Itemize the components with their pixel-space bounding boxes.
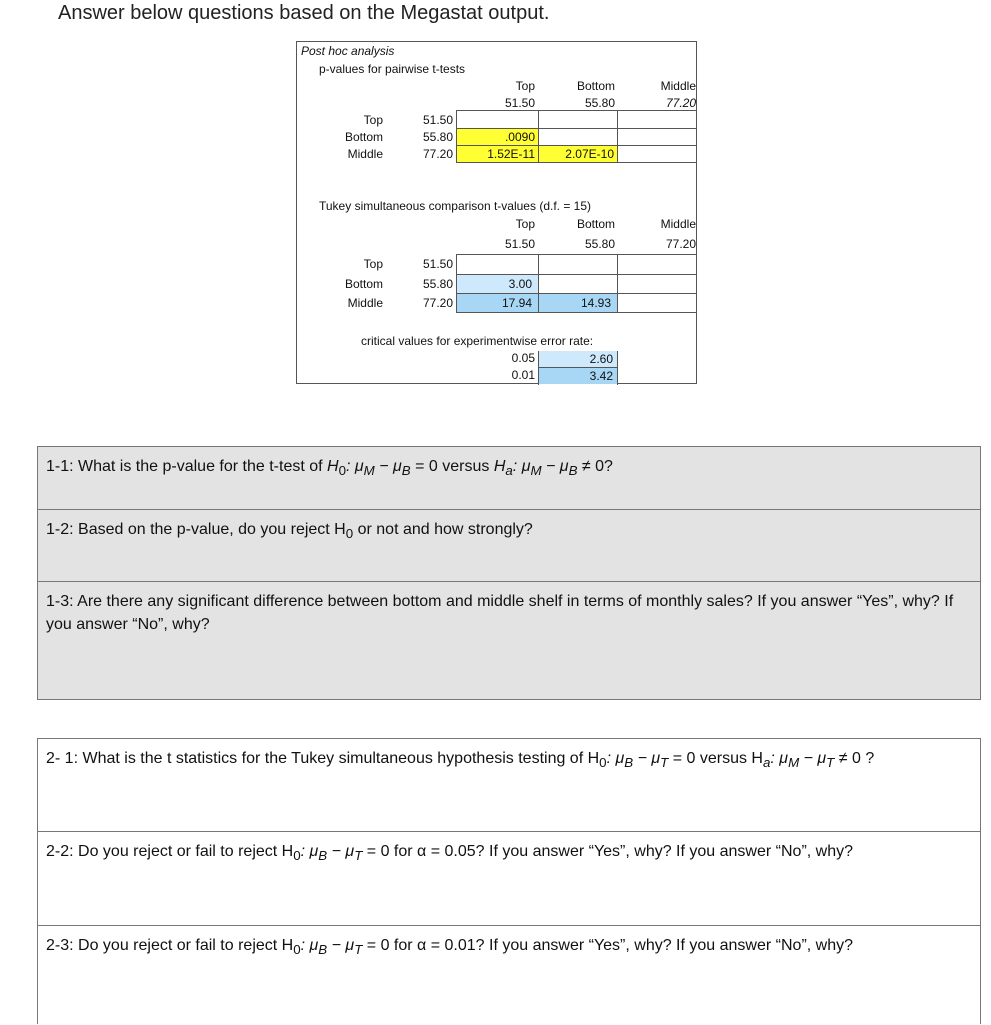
tk-col-bottom: Bottom [576,217,615,231]
pv-col-bottom-mean: 55.80 [584,96,615,110]
tk-row-top: Top [363,257,383,271]
critical-values-title: critical values for experimentwise error rate: [361,334,594,348]
tk-col-middle: Middle [660,217,696,231]
alpha-001: 0.01 [511,368,535,382]
question-1-3: 1-3: Are there any significant difference between bottom and middle shelf in terms of monthly sales? If you answer “Yes”, why? If you answer “No”, why? [38,581,980,699]
question-2-1: 2- 1: What is the t statistics for the Tukey simultaneous hypothesis testing of $H_0$: $\mu_B - \mu_T = 0$ versus $H_a$: $\mu_M - \mu_T \ne 0$ ? [46,750,875,771]
post-hoc-title: Post hoc analysis [301,44,395,58]
question-table-2 [37,738,981,1024]
tvalue-middle-vs-top: 17.94 [457,294,538,312]
tk-row-bottom-mean: 55.80 [422,277,453,291]
critical-value-001: 3.42 [539,368,617,384]
pvalue-bottom-vs-top: .0090 [457,129,538,145]
pv-row-bottom-mean: 55.80 [422,130,453,144]
pv-row-top-mean: 51.50 [422,113,453,127]
question-2-3: 2-3: Do you reject or fail to reject $H_0$: $\mu_B - \mu_T = 0$ for α = 0.01? If you answer “Yes”, why? If you answer “No”, why? [38,925,980,1025]
alpha-005: 0.05 [511,351,535,365]
tk-row-middle: Middle [347,296,383,310]
pvalue-middle-vs-bottom: 2.07E-10 [539,146,617,162]
pv-col-middle: Middle [660,79,696,93]
tk-col-middle-mean: 77.20 [665,237,696,251]
tk-row-middle-mean: 77.20 [422,296,453,310]
tk-row-top-mean: 51.50 [422,257,453,271]
pv-row-middle-mean: 77.20 [422,147,453,161]
megastat-output-panel [296,41,697,384]
tk-row-bottom: Bottom [344,277,383,291]
pv-col-bottom: Bottom [576,79,615,93]
pv-col-middle-mean: 77.20 [665,96,696,110]
pv-col-top-mean: 51.50 [504,96,535,110]
pv-row-top: Top [363,113,383,127]
pv-col-top: Top [515,79,535,93]
question-2-2: 2-2: Do you reject or fail to reject $H_0$: $\mu_B - \mu_T = 0$ for α = 0.05? If you answer “Yes”, why? If you answer “No”, why? [38,831,980,925]
pvalues-title: p-values for pairwise t-tests [319,62,466,76]
question-1-2: 1-2: Based on the p-value, do you reject $H_0$ or not and how strongly? [38,509,980,581]
question-1-1: 1-1: What is the p-value for the t-test of $H_0$: $\mu_M - \mu_B = 0$ versus $H_a$: $\mu_M - \mu_B \ne 0$? [38,447,980,509]
tk-col-top: Top [515,217,535,231]
question-table-1 [37,446,981,700]
pv-row-bottom: Bottom [344,130,383,144]
pv-row-middle: Middle [347,147,383,161]
tvalue-bottom-vs-top: 3.00 [457,275,538,293]
tk-col-bottom-mean: 55.80 [584,237,615,251]
tk-col-top-mean: 51.50 [504,237,535,251]
page-heading: Answer below questions based on the Megastat output. [58,2,550,24]
tukey-title: Tukey simultaneous comparison t-values (d.f. = 15) [319,199,592,213]
pvalue-middle-vs-top: 1.52E-11 [457,146,538,162]
tvalue-middle-vs-bottom: 14.93 [539,294,617,312]
critical-value-005: 2.60 [539,351,617,367]
